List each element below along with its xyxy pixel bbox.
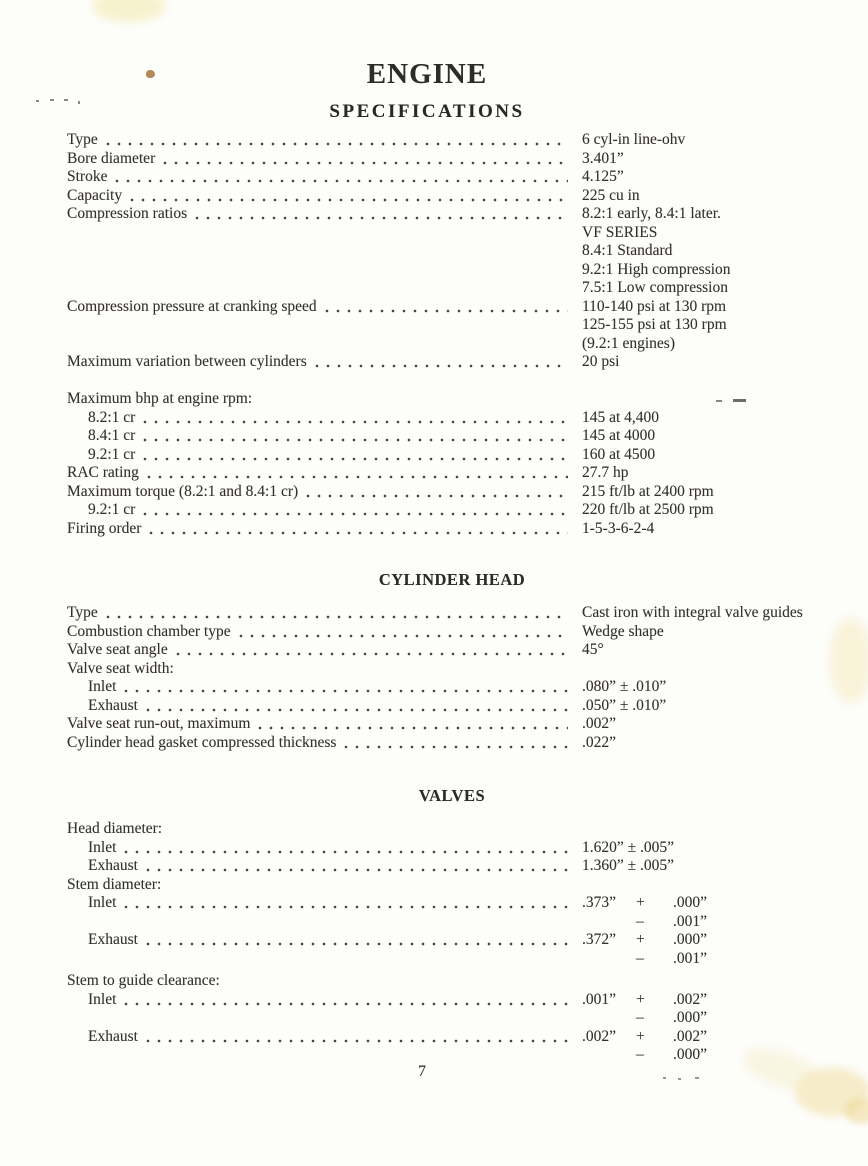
row-value: .372” [582,931,617,948]
dot-leader [124,839,568,858]
row-label: Maximum bhp at engine rpm: [67,390,253,407]
spec-row [67,427,789,446]
spec-row [67,950,789,969]
row-label: Cylinder head gasket compressed thickness [67,733,337,751]
tolerance-value: .001” [673,949,708,967]
row-value: 145 at 4,400 [582,408,660,426]
spec-row [67,483,789,502]
tolerance-value: .000” [673,894,708,911]
spec-row-values [582,623,789,642]
spec-row [67,894,789,913]
spec-row-values [582,520,789,539]
spec-row-values [582,820,789,839]
spec-row-left [67,950,582,969]
spec-row [67,279,789,298]
paper-stain [830,618,868,703]
dot-leader [195,205,568,224]
spec-row-left [67,520,582,539]
spec-row [67,1009,789,1028]
row-value: .002” [582,1027,617,1045]
spec-row-values [582,604,803,623]
spec-row-values [582,1009,789,1028]
spec-row-values [582,641,789,660]
spec-row [67,913,789,932]
spec-row [67,876,789,895]
row-value: Wedge shape [582,622,664,640]
tolerance-sign: – [636,949,644,967]
dot-leader [170,820,568,839]
spec-row-left [67,1028,582,1047]
section-heading: CYLINDER HEAD [378,570,526,589]
spec-row [67,857,789,876]
row-value: 8.4:1 Standard [582,242,673,259]
row-value: (9.2:1 engines) [582,334,675,352]
row-label: Stem diameter: [67,875,162,893]
tolerance-sign: + [636,931,645,948]
dot-leader [115,168,568,187]
tolerance-value: .002” [673,990,708,1008]
spec-row-values [582,734,789,753]
row-value: 7.5:1 Low compression [582,279,728,296]
spec-row-values [582,894,789,913]
spec-row-values [582,715,789,734]
row-label: Exhaust [88,696,138,714]
row-label: Stem to guide clearance: [67,972,220,989]
dot-leader [176,641,568,660]
spec-row-values [582,224,789,243]
spec-row [67,839,789,858]
row-value: .373” [582,894,617,911]
spec-row-left [67,820,582,839]
dot-leader [143,446,568,465]
row-value: .002” [582,715,617,732]
spec-row-left [67,697,582,716]
dot-leader [75,335,568,354]
dot-leader [75,913,568,932]
row-value: 225 cu in [582,186,640,204]
spec-row-left [67,353,582,372]
row-label: 9.2:1 cr [88,445,136,463]
row-value: 145 at 4000 [582,427,656,444]
row-value: 6 cyl-in line-ohv [582,131,686,148]
section-heading: VALVES [418,786,486,805]
spec-row-values [582,913,789,932]
ink-speck [695,1077,699,1079]
row-label: Inlet [88,990,117,1008]
spec-row-left [67,279,582,298]
spec-row-left [67,734,582,753]
ink-speck [663,1077,666,1079]
spec-row-left [67,839,582,858]
spec-row [67,1046,789,1065]
row-label: 9.2:1 cr [88,501,136,518]
row-value: 27.7 hp [582,464,629,481]
row-label: Type [67,604,98,621]
spec-row [67,715,789,734]
row-value [582,1046,636,1065]
row-value [582,913,636,932]
page-number: 7 [418,1063,426,1080]
dot-leader [75,242,568,261]
dot-leader [75,279,568,298]
spec-row-left [67,446,582,465]
tolerance-value: .000” [673,1009,708,1026]
row-label: 8.2:1 cr [88,408,136,426]
spec-row-left [67,876,582,895]
spec-row-left [67,205,582,224]
spec-row-left [67,150,582,169]
row-value: 215 ft/lb at 2400 rpm [582,482,714,500]
row-value: .001” [582,990,617,1008]
spec-row [67,623,789,642]
spec-row [67,520,789,539]
spec-row [67,501,789,520]
dot-leader [130,187,568,206]
row-label: 8.4:1 cr [88,427,136,444]
spec-row-left [67,991,582,1010]
spec-row-left [67,715,582,734]
spec-row-left [67,1009,582,1028]
row-value: Cast iron with integral valve guides [582,604,803,621]
spec-row [67,660,789,679]
tolerance-sign: – [636,1009,644,1026]
tolerance-value: .000” [673,1046,708,1063]
row-label: Stroke [67,168,108,185]
row-value: 9.2:1 High compression [582,260,731,278]
row-label: Compression pressure at cranking speed [67,297,317,315]
row-value: .080” ± .010” [582,678,667,695]
spec-row-left [67,641,582,660]
dot-leader [315,353,568,372]
spec-row [67,187,789,206]
spec-section [67,786,789,1065]
spec-row [67,820,789,839]
row-label: Capacity [67,186,123,204]
dot-leader [146,931,568,950]
spec-row-values [582,501,789,520]
spec-row-values [582,950,789,969]
spec-row-values [582,839,789,858]
spec-row-values [582,168,789,187]
row-label: Maximum torque (8.2:1 and 8.4:1 cr) [67,482,299,500]
dot-leader [239,623,568,642]
dot-leader [146,857,568,876]
page-title: ENGINE [366,58,488,90]
row-label: Maximum variation between cylinders [67,353,307,370]
dot-leader [147,464,568,483]
tolerance-sign: – [636,1046,644,1063]
spec-row-left [67,261,582,280]
dot-leader [75,261,568,280]
spec-row-left [67,857,582,876]
paper-stain [845,1098,868,1124]
row-value: 8.2:1 early, 8.4:1 later. [582,205,721,222]
spec-row [67,335,789,354]
dot-leader [149,520,568,539]
row-label: Exhaust [88,857,138,874]
row-label: Type [67,131,98,148]
dot-leader [143,409,568,428]
dot-leader [260,390,568,409]
paper-stain [93,0,165,22]
spec-row [67,1028,789,1047]
spec-row-left [67,316,582,335]
row-value: 3.401” [582,149,624,167]
spec-row-left [67,1046,582,1065]
spec-row-values [582,857,789,876]
spec-row-values [582,1046,789,1065]
tolerance-value: .002” [673,1027,708,1045]
ink-speck [50,99,54,101]
spec-section [67,570,803,752]
row-label: RAC rating [67,464,139,481]
spec-row [67,316,789,335]
spec-row [67,298,789,317]
tolerance-sign: – [636,912,644,930]
spec-row-left [67,604,582,623]
dot-leader [75,224,568,243]
spec-row [67,931,789,950]
spec-row-values [582,316,789,335]
row-label: Valve seat run-out, maximum [67,715,251,732]
spec-row [67,446,789,465]
spec-row-values [582,446,789,465]
dot-leader [106,604,568,623]
dot-leader [325,298,568,317]
spec-row-left [67,913,582,932]
page-subtitle: SPECIFICATIONS [329,101,525,122]
dot-leader [143,427,568,446]
row-value: .022” [582,733,617,751]
row-value: 45° [582,641,604,658]
dot-leader [75,950,568,969]
row-value: 1.620” ± .005” [582,838,675,856]
row-value: 1-5-3-6-2-4 [582,519,655,537]
row-label: Bore diameter [67,149,156,167]
spec-row-left [67,390,582,409]
spec-row-values [582,279,789,298]
row-value: 1.360” ± .005” [582,857,675,874]
spec-row [67,150,789,169]
dot-leader [75,1009,568,1028]
tolerance-sign: + [636,990,645,1008]
spec-row-left [67,168,582,187]
spec-row [67,409,789,428]
spec-row-left [67,483,582,502]
row-label: Exhaust [88,1027,138,1045]
spec-row [67,678,789,697]
tolerance-sign: + [636,1027,645,1045]
spec-row-left [67,678,582,697]
spec-row-values [582,464,789,483]
spec-row [67,734,789,753]
spec-section [67,131,789,538]
spec-row-values [582,678,789,697]
spec-row-left [67,501,582,520]
row-label: Inlet [88,678,117,695]
spec-row-values [582,205,789,224]
ink-speck [36,100,39,102]
spec-row [67,131,789,150]
dot-leader [146,1028,568,1047]
dot-leader [228,972,568,991]
row-label: Inlet [88,894,117,911]
spec-row [67,353,789,372]
row-label: Exhaust [88,931,138,948]
dot-leader [124,678,568,697]
dot-leader [106,131,568,150]
spec-row-left [67,187,582,206]
row-value: 4.125” [582,168,624,185]
spec-row [67,991,789,1010]
spec-row [67,261,789,280]
row-label: Valve seat width: [67,659,174,677]
spec-row [67,168,789,187]
spec-row [67,641,789,660]
spec-row-left [67,427,582,446]
spec-row-left [67,409,582,428]
spec-row-values [582,187,789,206]
spec-row-left [67,298,582,317]
spec-row [67,205,789,224]
row-label: Combustion chamber type [67,622,231,640]
spec-row-values [582,409,789,428]
spec-row-values [582,150,789,169]
spec-row-left [67,242,582,261]
spec-row-values [582,697,789,716]
row-value [582,950,636,969]
row-label: Compression ratios [67,205,188,222]
spec-row-values [582,335,789,354]
spec-row-values [582,298,789,317]
dot-leader [344,734,568,753]
paper-stain [795,1068,868,1116]
dot-leader [182,660,568,679]
spec-row-values [582,1028,789,1047]
spec-row-left [67,464,582,483]
spec-row-left [67,335,582,354]
dot-leader [169,876,568,895]
dot-leader [75,1046,568,1065]
row-value: 125-155 psi at 130 rpm [582,316,727,333]
spec-row [67,972,789,991]
spec-row-values [582,972,789,991]
row-label: Firing order [67,519,142,537]
spec-row-values [582,991,789,1010]
row-value: 110-140 psi at 130 rpm [582,297,727,315]
tolerance-sign: + [636,894,645,911]
row-label: Valve seat angle [67,641,168,658]
dot-leader [163,150,568,169]
dot-leader [258,715,568,734]
tolerance-value: .000” [673,931,708,948]
spec-row-left [67,224,582,243]
spec-row-values [582,353,789,372]
dot-leader [146,697,568,716]
spec-row-values [582,876,789,895]
spec-row-values [582,131,789,150]
row-label: Head diameter: [67,820,163,837]
dot-leader [124,991,568,1010]
ink-speck [678,1078,681,1080]
spec-row-values [582,483,789,502]
spec-row-left [67,131,582,150]
spec-row-values [582,242,789,261]
row-label: Inlet [88,838,117,856]
spec-row-left [67,894,582,913]
row-value [582,1009,636,1028]
dot-leader [124,894,568,913]
spec-row [67,604,803,623]
spec-row [67,224,789,243]
row-value: 20 psi [582,353,620,370]
spec-row-values [582,390,789,409]
spec-row-left [67,660,582,679]
spec-row-values [582,261,789,280]
spec-row-values [582,427,789,446]
spec-row-values [582,931,789,950]
row-value: .050” ± .010” [582,696,667,714]
spec-row-left [67,972,582,991]
row-spacer [67,372,789,391]
spec-row [67,464,789,483]
row-value: VF SERIES [582,223,658,241]
spec-row-values [582,660,789,679]
row-value: 160 at 4500 [582,445,656,463]
dot-leader [306,483,568,502]
dot-leader [143,501,568,520]
spec-row [67,242,789,261]
spec-row [67,697,789,716]
spec-row [67,390,789,409]
tolerance-value: .001” [673,912,708,930]
spec-row-left [67,623,582,642]
row-value: 220 ft/lb at 2500 rpm [582,501,714,518]
spec-row-left [67,931,582,950]
dot-leader [75,316,568,335]
